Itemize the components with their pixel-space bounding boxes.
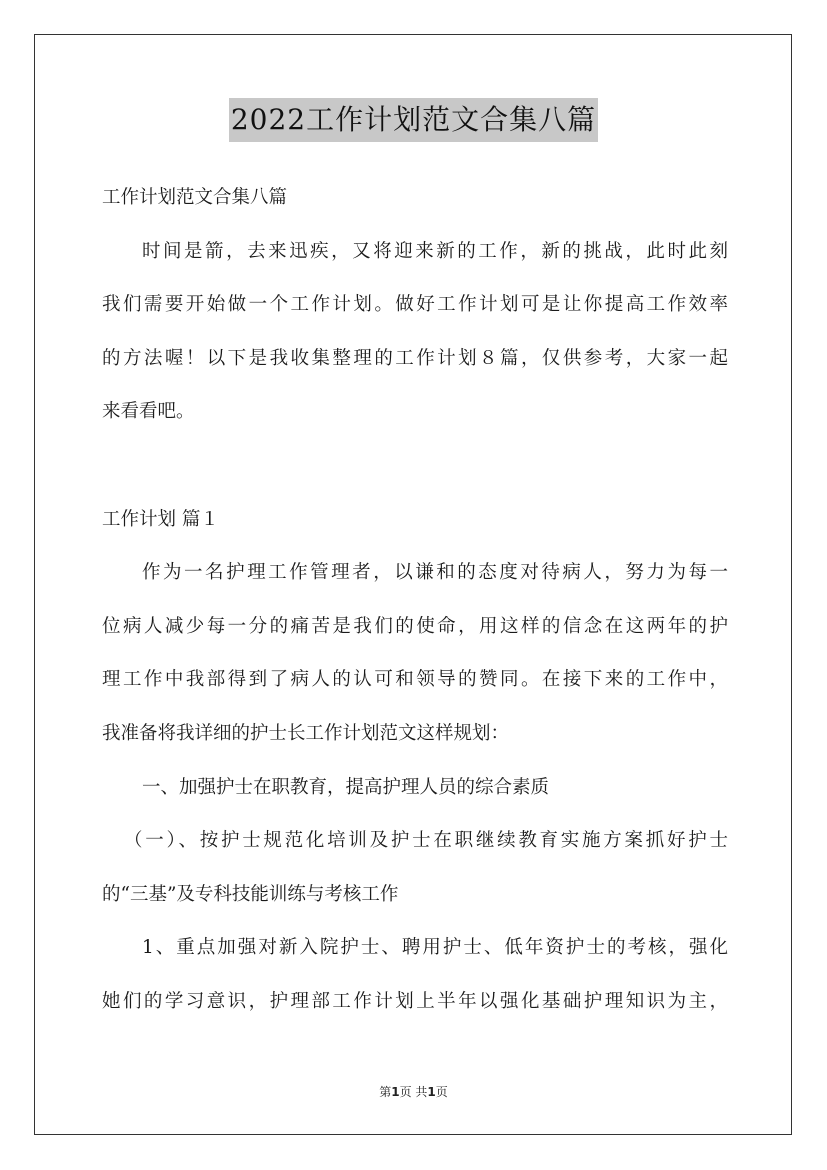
paragraph-line: 的“三基”及专科技能训练与考核工作 — [102, 883, 399, 905]
paragraph-line: 1、重点加强对新入院护士、聘用护士、低年资护士的考核，强化 — [142, 937, 728, 959]
footer-prefix: 第 — [379, 1085, 392, 1099]
footer-mid: 页 共 — [399, 1085, 428, 1099]
paragraph-line: 来看看吧。 — [102, 401, 195, 423]
paragraph-line: 的方法喔！以下是我收集整理的工作计划８篇，仅供参考，大家一起 — [102, 347, 728, 369]
footer-total-pages: 1 — [427, 1085, 436, 1099]
page-footer — [0, 1083, 827, 1100]
paragraph-line: 位病人减少每一分的痛苦是我们的使命，用这样的信念在这两年的护 — [102, 615, 728, 637]
title-container — [0, 98, 827, 142]
paragraph-line: （一）、按护士规范化培训及护士在职继续教育实施方案抓好护士 — [124, 830, 728, 852]
footer-suffix: 页 — [435, 1085, 448, 1099]
document-title: 2022工作计划范文合集八篇 — [229, 98, 598, 142]
paragraph-line: 我们需要开始做一个工作计划。做好工作计划可是让你提高工作效率 — [102, 294, 728, 316]
blank-line — [102, 439, 728, 493]
paragraph-line: 作为一名护理工作管理者，以谦和的态度对待病人，努力为每一 — [142, 562, 728, 584]
section-heading: 工作计划 篇１ — [102, 508, 219, 530]
footer-current-page: 1 — [391, 1085, 400, 1099]
document-body — [102, 171, 728, 1029]
subtitle-line: 工作计划范文合集八篇 — [102, 187, 288, 208]
list-heading: 一、加强护士在职教育，提高护理人员的综合素质 — [142, 776, 550, 798]
paragraph-line: 我准备将我详细的护士长工作计划范文这样规划： — [102, 722, 510, 744]
paragraph-line: 时间是箭，去来迅疾，又将迎来新的工作，新的挑战，此时此刻 — [142, 240, 728, 262]
paragraph-line: 理工作中我部得到了病人的认可和领导的赞同。在接下来的工作中， — [102, 669, 728, 691]
paragraph-line: 她们的学习意识，护理部工作计划上半年以强化基础护理知识为主， — [102, 990, 728, 1012]
